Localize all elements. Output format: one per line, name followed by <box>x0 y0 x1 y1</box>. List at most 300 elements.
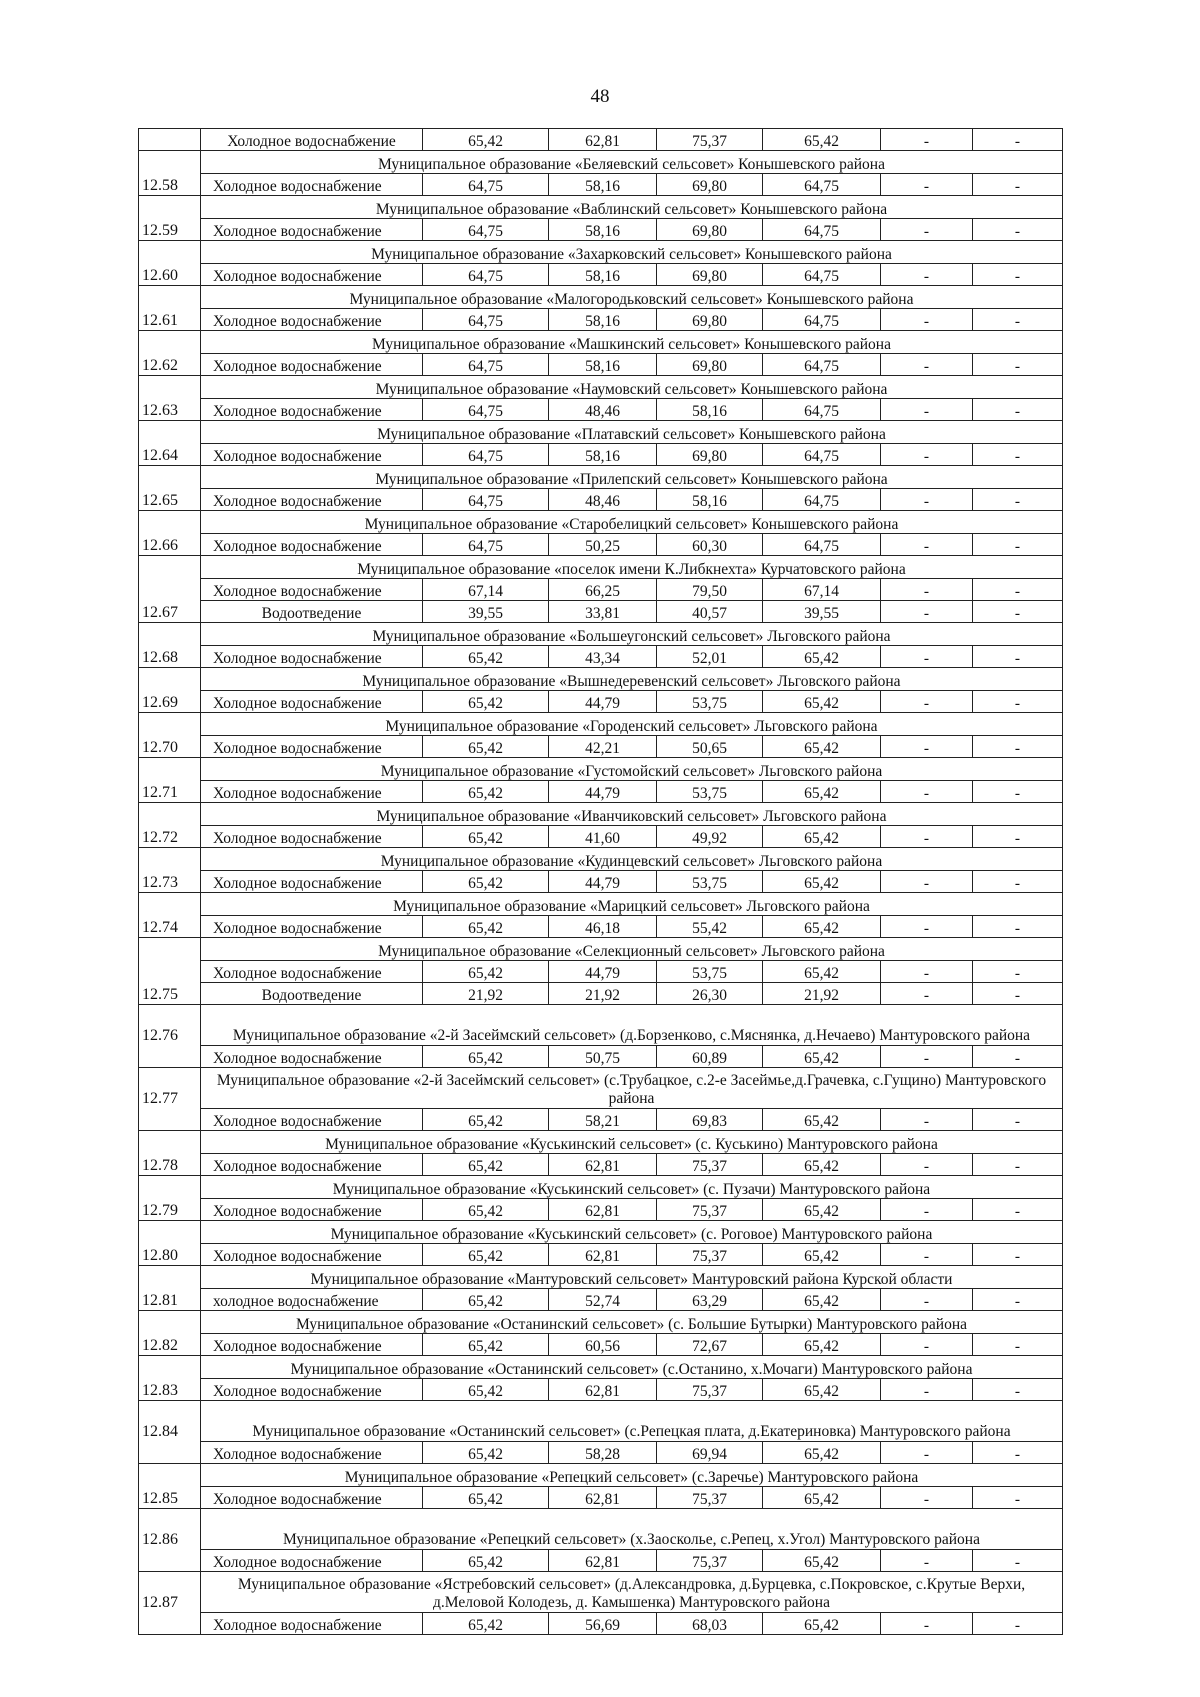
municipality-title: Муниципальное образование «Машкинский сельсовет» Конышевского района <box>201 331 1063 354</box>
tariff-value: - <box>881 826 973 848</box>
tariff-value: - <box>881 1550 973 1572</box>
tariff-value: 65,42 <box>763 1199 881 1221</box>
municipality-title: Муниципальное образование «Куськинский сельсовет» (с. Куськино) Мантуровского района <box>201 1131 1063 1154</box>
block-header-row <box>139 713 1063 736</box>
service-category: Холодное водоснабжение <box>201 1109 423 1131</box>
block-header-row <box>139 286 1063 309</box>
block-number: 12.70 <box>139 713 201 758</box>
tariff-value: 75,37 <box>657 1550 763 1572</box>
tariff-value: - <box>973 534 1063 556</box>
tariff-value: 65,42 <box>423 826 549 848</box>
block-header-row <box>139 1311 1063 1334</box>
tariff-value: - <box>973 961 1063 983</box>
tariff-value: 64,75 <box>423 174 549 196</box>
tariff-value: - <box>881 781 973 803</box>
block-header-row <box>139 893 1063 916</box>
block-number: 12.71 <box>139 758 201 803</box>
block-header-row <box>139 1401 1063 1442</box>
tariff-value: 53,75 <box>657 781 763 803</box>
service-category: Холодное водоснабжение <box>201 354 423 376</box>
block-header-row <box>139 466 1063 489</box>
tariff-value: - <box>973 1199 1063 1221</box>
municipality-title: Муниципальное образование «Старобелицкий сельсовет» Конышевского района <box>201 511 1063 534</box>
block-header-row <box>139 1005 1063 1046</box>
tariff-value: 53,75 <box>657 691 763 713</box>
table-row <box>139 489 1063 511</box>
tariff-value: - <box>881 1046 973 1068</box>
tariff-value: 65,42 <box>423 1550 549 1572</box>
tariff-value: - <box>973 399 1063 421</box>
service-category: Холодное водоснабжение <box>201 399 423 421</box>
block-header-row <box>139 938 1063 961</box>
tariff-value: 56,69 <box>549 1613 657 1635</box>
tariff-value: - <box>973 174 1063 196</box>
block-number: 12.66 <box>139 511 201 556</box>
tariff-value: 33,81 <box>549 601 657 623</box>
tariff-value: 58,28 <box>549 1442 657 1464</box>
tariff-value: 65,42 <box>423 1334 549 1356</box>
tariff-value: 75,37 <box>657 1199 763 1221</box>
municipality-title: Муниципальное образование «Куськинский сельсовет» (с. Пузачи) Мантуровского района <box>201 1176 1063 1199</box>
tariff-table-body <box>139 129 1063 1635</box>
table-row <box>139 1109 1063 1131</box>
tariff-value: 65,42 <box>423 871 549 893</box>
tariff-value: 58,16 <box>657 489 763 511</box>
tariff-value: - <box>881 736 973 758</box>
tariff-value: 64,75 <box>763 174 881 196</box>
block-number-cell <box>139 129 201 151</box>
tariff-value: 65,42 <box>763 1379 881 1401</box>
table-row <box>139 579 1063 601</box>
tariff-value: 65,42 <box>763 916 881 938</box>
service-category: Холодное водоснабжение <box>201 1244 423 1266</box>
tariff-value: 65,42 <box>763 871 881 893</box>
tariff-value: 69,80 <box>657 219 763 241</box>
table-row <box>139 601 1063 623</box>
table-row <box>139 1487 1063 1509</box>
block-number: 12.76 <box>139 1005 201 1068</box>
table-row <box>139 871 1063 893</box>
municipality-title: Муниципальное образование «Большеугонский сельсовет» Льговского района <box>201 623 1063 646</box>
municipality-title: Муниципальное образование «2-й Засеймский сельсовет» (д.Борзенково, с.Мяснянка, д.Нечаево) Мантуровского района <box>201 1005 1063 1046</box>
service-category: Холодное водоснабжение <box>201 489 423 511</box>
tariff-value: - <box>881 1289 973 1311</box>
service-category: Холодное водоснабжение <box>201 1487 423 1509</box>
tariff-value: - <box>881 264 973 286</box>
tariff-value: - <box>881 1379 973 1401</box>
block-header-row <box>139 556 1063 579</box>
block-header-row <box>139 331 1063 354</box>
block-header-row <box>139 1221 1063 1244</box>
tariff-value: - <box>881 129 973 151</box>
service-category: Холодное водоснабжение <box>201 646 423 668</box>
tariff-value: 69,80 <box>657 174 763 196</box>
tariff-value: 65,42 <box>423 646 549 668</box>
tariff-value: 65,42 <box>763 1334 881 1356</box>
tariff-value: 21,92 <box>549 983 657 1005</box>
tariff-value: 64,75 <box>423 219 549 241</box>
table-row <box>139 646 1063 668</box>
table-row <box>139 1154 1063 1176</box>
tariff-value: 65,42 <box>763 1244 881 1266</box>
block-number: 12.85 <box>139 1464 201 1509</box>
tariff-value: - <box>881 983 973 1005</box>
service-category: Холодное водоснабжение <box>201 1379 423 1401</box>
service-category: Холодное водоснабжение <box>201 1442 423 1464</box>
tariff-value: - <box>881 916 973 938</box>
service-category: Холодное водоснабжение <box>201 444 423 466</box>
tariff-value: 65,42 <box>423 961 549 983</box>
block-header-row <box>139 196 1063 219</box>
block-header-row <box>139 1572 1063 1613</box>
tariff-value: 65,42 <box>763 129 881 151</box>
tariff-value: - <box>973 781 1063 803</box>
tariff-value: - <box>973 1244 1063 1266</box>
tariff-value: 62,81 <box>549 1244 657 1266</box>
block-header-row <box>139 1356 1063 1379</box>
tariff-value: - <box>881 691 973 713</box>
tariff-value: - <box>973 1289 1063 1311</box>
tariff-value: 79,50 <box>657 579 763 601</box>
table-row <box>139 354 1063 376</box>
tariff-value: - <box>881 579 973 601</box>
tariff-value: - <box>881 534 973 556</box>
table-row <box>139 1046 1063 1068</box>
block-number: 12.63 <box>139 376 201 421</box>
table-row <box>139 129 1063 151</box>
tariff-value: - <box>973 826 1063 848</box>
block-number: 12.80 <box>139 1221 201 1266</box>
table-row <box>139 309 1063 331</box>
municipality-title: Муниципальное образование «2-й Засеймский сельсовет» (с.Трубацкое, с.2-е Засеймье,д.Грачевка, с.Гущино) Мантуровского района <box>201 1068 1063 1109</box>
page-number: 48 <box>590 86 610 107</box>
municipality-title: Муниципальное образование «Малогородьковский сельсовет» Конышевского района <box>201 286 1063 309</box>
tariff-value: - <box>881 1109 973 1131</box>
block-number: 12.84 <box>139 1401 201 1464</box>
block-number: 12.72 <box>139 803 201 848</box>
block-number: 12.74 <box>139 893 201 938</box>
tariff-value: 44,79 <box>549 781 657 803</box>
tariff-value: 58,21 <box>549 1109 657 1131</box>
tariff-value: - <box>881 174 973 196</box>
tariff-value: 48,46 <box>549 399 657 421</box>
service-category: Холодное водоснабжение <box>201 1550 423 1572</box>
tariff-value: 64,75 <box>423 489 549 511</box>
tariff-value: 64,75 <box>763 534 881 556</box>
block-number: 12.61 <box>139 286 201 331</box>
tariff-value: 69,80 <box>657 354 763 376</box>
block-number: 12.62 <box>139 331 201 376</box>
tariff-value: 62,81 <box>549 1199 657 1221</box>
tariff-value: 65,42 <box>763 736 881 758</box>
service-category: Холодное водоснабжение <box>201 174 423 196</box>
block-header-row <box>139 421 1063 444</box>
table-row <box>139 1334 1063 1356</box>
tariff-value: 65,42 <box>763 1289 881 1311</box>
service-category: Холодное водоснабжение <box>201 219 423 241</box>
tariff-value: - <box>881 489 973 511</box>
tariff-value: 75,37 <box>657 1379 763 1401</box>
table-row <box>139 399 1063 421</box>
service-category: Холодное водоснабжение <box>201 871 423 893</box>
block-header-row <box>139 511 1063 534</box>
tariff-value: 60,89 <box>657 1046 763 1068</box>
tariff-value: 75,37 <box>657 1487 763 1509</box>
block-header-row <box>139 1266 1063 1289</box>
tariff-value: 62,81 <box>549 129 657 151</box>
tariff-value: - <box>973 1487 1063 1509</box>
tariff-value: 65,42 <box>423 1244 549 1266</box>
block-number: 12.87 <box>139 1572 201 1635</box>
tariff-value: 65,42 <box>763 1442 881 1464</box>
block-header-row <box>139 758 1063 781</box>
block-header-row <box>139 241 1063 264</box>
tariff-value: - <box>881 1487 973 1509</box>
tariff-value: 66,25 <box>549 579 657 601</box>
municipality-title: Муниципальное образование «Беляевский сельсовет» Конышевского района <box>201 151 1063 174</box>
tariff-value: 65,42 <box>763 1046 881 1068</box>
municipality-title: Муниципальное образование «Репецкий сельсовет» (х.Заосколье, с.Репец, х.Угол) Мантуровского района <box>201 1509 1063 1550</box>
table-row <box>139 1244 1063 1266</box>
tariff-value: 44,79 <box>549 961 657 983</box>
service-category: Холодное водоснабжение <box>201 264 423 286</box>
tariff-value: - <box>881 1442 973 1464</box>
tariff-value: 64,75 <box>763 219 881 241</box>
tariff-value: 65,42 <box>423 1199 549 1221</box>
tariff-value: 65,42 <box>763 1550 881 1572</box>
tariff-value: 65,42 <box>423 1154 549 1176</box>
tariff-value: 75,37 <box>657 1244 763 1266</box>
table-row <box>139 1442 1063 1464</box>
service-category: Холодное водоснабжение <box>201 1154 423 1176</box>
tariff-value: 65,42 <box>423 1289 549 1311</box>
block-number: 12.58 <box>139 151 201 196</box>
tariff-value: - <box>973 646 1063 668</box>
block-number: 12.81 <box>139 1266 201 1311</box>
table-row <box>139 1289 1063 1311</box>
service-category: Холодное водоснабжение <box>201 129 423 151</box>
tariff-value: 75,37 <box>657 129 763 151</box>
tariff-value: - <box>881 961 973 983</box>
tariff-value: 62,81 <box>549 1550 657 1572</box>
table-row <box>139 1613 1063 1635</box>
tariff-value: 58,16 <box>549 444 657 466</box>
tariff-value: 62,81 <box>549 1379 657 1401</box>
tariff-value: 64,75 <box>423 309 549 331</box>
service-category: Холодное водоснабжение <box>201 309 423 331</box>
tariff-value: 65,42 <box>763 961 881 983</box>
tariff-value: 58,16 <box>549 219 657 241</box>
municipality-title: Муниципальное образование «Мантуровский сельсовет» Мантуровский района Курской области <box>201 1266 1063 1289</box>
tariff-value: 65,42 <box>423 1487 549 1509</box>
block-number: 12.60 <box>139 241 201 286</box>
tariff-value: 39,55 <box>763 601 881 623</box>
service-category: Холодное водоснабжение <box>201 916 423 938</box>
municipality-title: Муниципальное образование «Городенский сельсовет» Льговского района <box>201 713 1063 736</box>
tariff-value: 64,75 <box>423 399 549 421</box>
tariff-value: 40,57 <box>657 601 763 623</box>
tariff-value: 64,75 <box>423 444 549 466</box>
tariff-value: - <box>881 1244 973 1266</box>
tariff-value: - <box>881 1334 973 1356</box>
tariff-value: 65,42 <box>763 646 881 668</box>
tariff-value: - <box>973 264 1063 286</box>
service-category: Водоотведение <box>201 983 423 1005</box>
municipality-title: Муниципальное образование «Иванчиковский сельсовет» Льговского района <box>201 803 1063 826</box>
municipality-title: Муниципальное образование «Останинский сельсовет» (с. Большие Бутырки) Мантуровского района <box>201 1311 1063 1334</box>
tariff-value: 64,75 <box>763 399 881 421</box>
tariff-value: 65,42 <box>423 781 549 803</box>
tariff-value: - <box>973 444 1063 466</box>
tariff-value: 64,75 <box>763 309 881 331</box>
block-number: 12.77 <box>139 1068 201 1131</box>
block-number: 12.82 <box>139 1311 201 1356</box>
tariff-value: 68,03 <box>657 1613 763 1635</box>
table-row <box>139 781 1063 803</box>
block-header-row <box>139 1464 1063 1487</box>
tariff-value: - <box>973 129 1063 151</box>
tariff-value: - <box>973 736 1063 758</box>
tariff-value: 44,79 <box>549 871 657 893</box>
block-number: 12.69 <box>139 668 201 713</box>
tariff-value: 64,75 <box>423 264 549 286</box>
tariff-value: 64,75 <box>423 534 549 556</box>
service-category: Холодное водоснабжение <box>201 781 423 803</box>
tariff-value: - <box>881 354 973 376</box>
municipality-title: Муниципальное образование «Марицкий сельсовет» Льговского района <box>201 893 1063 916</box>
block-number: 12.67 <box>139 556 201 623</box>
tariff-value: 62,81 <box>549 1154 657 1176</box>
tariff-value: 58,16 <box>549 174 657 196</box>
service-category: Холодное водоснабжение <box>201 579 423 601</box>
service-category: Холодное водоснабжение <box>201 1334 423 1356</box>
tariff-value: 65,42 <box>763 1487 881 1509</box>
tariff-value: - <box>973 489 1063 511</box>
tariff-value: 26,30 <box>657 983 763 1005</box>
tariff-value: 52,74 <box>549 1289 657 1311</box>
tariff-value: - <box>973 1109 1063 1131</box>
municipality-title: Муниципальное образование «Ваблинский сельсовет» Конышевского района <box>201 196 1063 219</box>
table-row <box>139 961 1063 983</box>
tariff-value: - <box>973 1613 1063 1635</box>
table-row <box>139 444 1063 466</box>
municipality-title: Муниципальное образование «Платавский сельсовет» Конышевского района <box>201 421 1063 444</box>
tariff-value: 67,14 <box>423 579 549 601</box>
tariff-value: 65,42 <box>763 1154 881 1176</box>
block-header-row <box>139 1176 1063 1199</box>
table-row <box>139 1379 1063 1401</box>
block-number: 12.68 <box>139 623 201 668</box>
table-row <box>139 1199 1063 1221</box>
block-header-row <box>139 848 1063 871</box>
tariff-value: - <box>973 1379 1063 1401</box>
tariff-value: 64,75 <box>763 444 881 466</box>
tariff-value: 75,37 <box>657 1154 763 1176</box>
tariff-value: - <box>881 399 973 421</box>
block-header-row <box>139 376 1063 399</box>
tariff-value: 65,42 <box>423 1613 549 1635</box>
tariff-table <box>138 128 1063 1635</box>
tariff-value: 65,42 <box>423 129 549 151</box>
municipality-title: Муниципальное образование «Селекционный сельсовет» Льговского района <box>201 938 1063 961</box>
tariff-value: 65,42 <box>423 916 549 938</box>
service-category: Водоотведение <box>201 601 423 623</box>
tariff-value: 65,42 <box>763 691 881 713</box>
tariff-value: - <box>973 219 1063 241</box>
table-row <box>139 983 1063 1005</box>
tariff-value: - <box>973 983 1063 1005</box>
tariff-value: 64,75 <box>763 354 881 376</box>
tariff-value: - <box>881 646 973 668</box>
tariff-value: 41,60 <box>549 826 657 848</box>
tariff-value: 50,65 <box>657 736 763 758</box>
block-header-row <box>139 623 1063 646</box>
tariff-value: - <box>881 601 973 623</box>
tariff-value: 69,83 <box>657 1109 763 1131</box>
block-number: 12.75 <box>139 938 201 1005</box>
block-header-row <box>139 668 1063 691</box>
service-category: Холодное водоснабжение <box>201 1046 423 1068</box>
tariff-value: - <box>881 219 973 241</box>
block-header-row <box>139 1131 1063 1154</box>
municipality-title: Муниципальное образование «Вышнедеревенский сельсовет» Льговского района <box>201 668 1063 691</box>
block-header-row <box>139 1068 1063 1109</box>
tariff-value: - <box>973 1334 1063 1356</box>
tariff-value: - <box>881 309 973 331</box>
municipality-title: Муниципальное образование «Густомойский сельсовет» Льговского района <box>201 758 1063 781</box>
block-number: 12.65 <box>139 466 201 511</box>
block-number: 12.86 <box>139 1509 201 1572</box>
tariff-value: 65,42 <box>763 826 881 848</box>
tariff-value: - <box>881 871 973 893</box>
tariff-value: - <box>973 354 1063 376</box>
tariff-value: 65,42 <box>423 1442 549 1464</box>
tariff-value: 64,75 <box>763 489 881 511</box>
tariff-value: 44,79 <box>549 691 657 713</box>
table-row <box>139 691 1063 713</box>
tariff-value: 60,56 <box>549 1334 657 1356</box>
block-number: 12.59 <box>139 196 201 241</box>
municipality-title: Муниципальное образование «Захарковский сельсовет» Конышевского района <box>201 241 1063 264</box>
tariff-value: 65,42 <box>763 1613 881 1635</box>
tariff-value: 65,42 <box>763 781 881 803</box>
tariff-value: 65,42 <box>423 1109 549 1131</box>
table-row <box>139 534 1063 556</box>
tariff-value: - <box>973 916 1063 938</box>
service-category: Холодное водоснабжение <box>201 961 423 983</box>
tariff-value: 58,16 <box>657 399 763 421</box>
tariff-value: - <box>973 1154 1063 1176</box>
municipality-title: Муниципальное образование «Останинский сельсовет» (с.Останино, х.Мочаги) Мантуровского района <box>201 1356 1063 1379</box>
tariff-value: - <box>973 1046 1063 1068</box>
tariff-value: 53,75 <box>657 871 763 893</box>
tariff-value: 21,92 <box>423 983 549 1005</box>
tariff-value: 42,21 <box>549 736 657 758</box>
block-number: 12.73 <box>139 848 201 893</box>
tariff-value: 43,34 <box>549 646 657 668</box>
tariff-value: 64,75 <box>423 354 549 376</box>
service-category: Холодное водоснабжение <box>201 736 423 758</box>
block-number: 12.78 <box>139 1131 201 1176</box>
tariff-value: 65,42 <box>423 1046 549 1068</box>
block-header-row <box>139 1509 1063 1550</box>
municipality-title: Муниципальное образование «Куськинский сельсовет» (с. Роговое) Мантуровского района <box>201 1221 1063 1244</box>
municipality-title: Муниципальное образование «поселок имени К.Либкнехта» Курчатовского района <box>201 556 1063 579</box>
tariff-value: 48,46 <box>549 489 657 511</box>
tariff-value: 50,75 <box>549 1046 657 1068</box>
tariff-value: - <box>973 871 1063 893</box>
tariff-value: 62,81 <box>549 1487 657 1509</box>
